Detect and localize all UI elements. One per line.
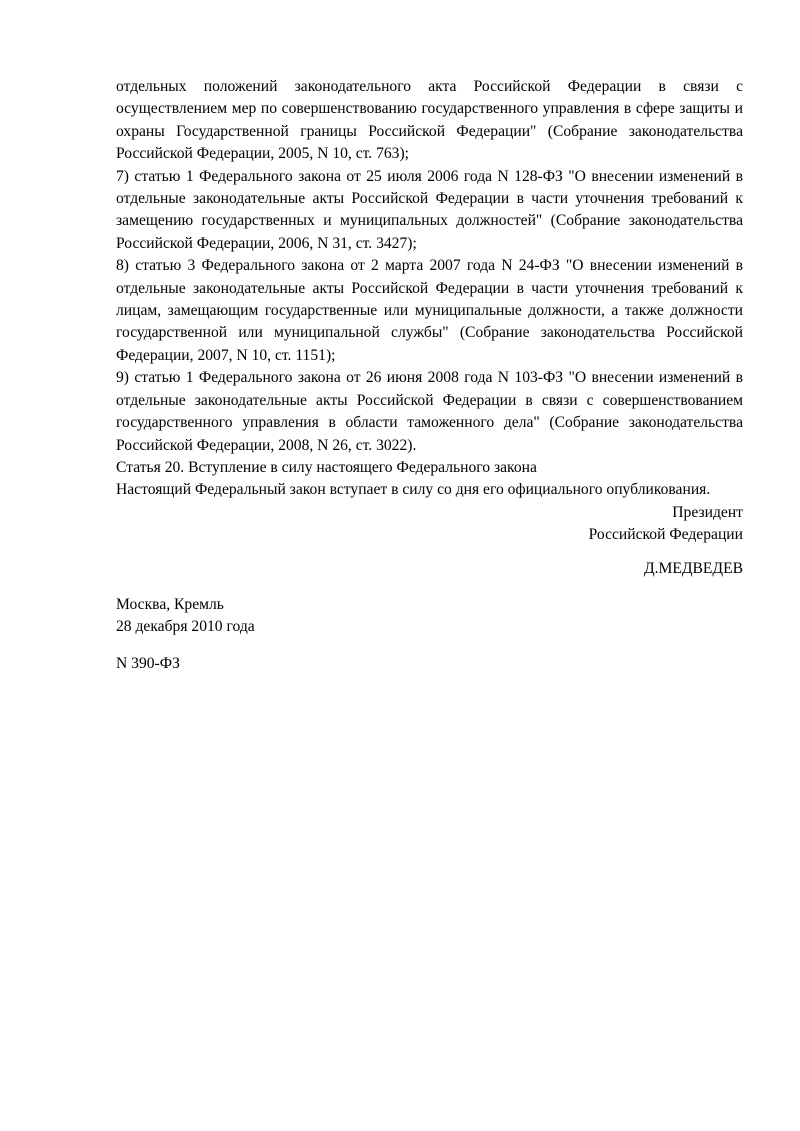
signature-name: Д.МЕДВЕДЕВ (643, 559, 743, 577)
date: 28 декабря 2010 года (116, 618, 255, 636)
paragraph-item-8: 8) статью 3 Федерального закона от 2 марта 2007 года N 24-ФЗ "О внесении изменений в отдельные законодательные акты Российской Федерации в части уточнения требований к лицам, замещающим государственные или муниципальные должности, а также должности государственной или муниципальной службы" (Собрание законодательства Российской Федерации, 2007, N 10, ст. 1151); (116, 257, 743, 364)
law-number: N 390-ФЗ (116, 654, 180, 672)
paragraph-continuation: отдельных положений законодательного акта Российской Федерации в связи с осуществлением мер по совершенствованию государственного управления в сфере защиты и охраны Государственной границы Российской Федерации" (Собрание законодательства Российской Федерации, 2005, N 10, ст. 763); (116, 78, 743, 163)
place-date-block (116, 594, 743, 639)
signature-title-line2: Российской Федерации (588, 526, 743, 544)
article-heading: Статья 20. Вступление в силу настоящего Федерального закона (116, 458, 537, 476)
paragraph-item-9: 9) статью 1 Федерального закона от 26 июня 2008 года N 103-ФЗ "О внесении изменений в отдельные законодательные акты Российской Федерации в связи с совершенствованием государственного управления в области таможенного дела" (Собрание законодательства Российской Федерации, 2008, N 26, ст. 3022). (116, 369, 743, 454)
document-page (116, 76, 743, 675)
article-text: Настоящий Федеральный закон вступает в силу со дня его официального опубликования. (116, 481, 711, 499)
place: Москва, Кремль (116, 595, 224, 613)
signature-title-line1: Президент (672, 503, 743, 521)
signature-block (116, 502, 743, 580)
paragraph-item-7: 7) статью 1 Федерального закона от 25 июля 2006 года N 128-ФЗ "О внесении изменений в отдельные законодательные акты Российской Федерации в части уточнения требований к замещению государственных и муниципальных должностей" (Собрание законодательства Российской Федерации, 2006, N 31, ст. 3427); (116, 167, 743, 252)
